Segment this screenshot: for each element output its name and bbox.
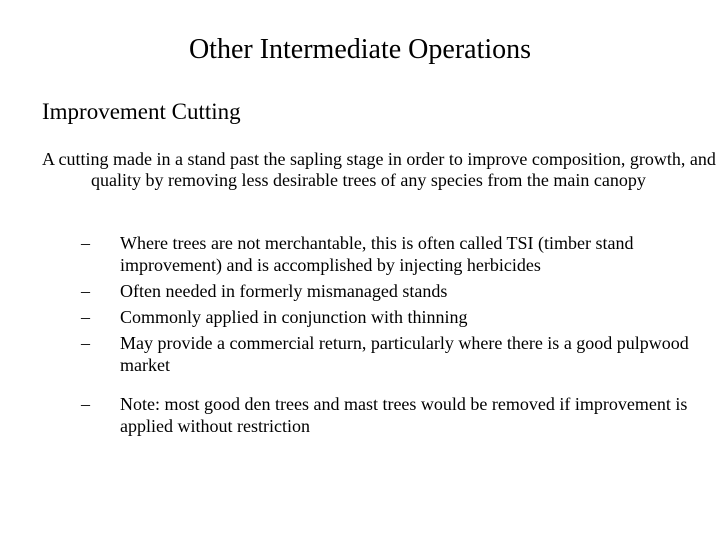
- dash-marker: –: [81, 333, 90, 353]
- dash-marker: –: [81, 394, 90, 414]
- dash-marker: –: [81, 281, 90, 301]
- dash-marker: –: [81, 233, 90, 253]
- section-heading: Improvement Cutting: [42, 99, 241, 124]
- slide-title: Other Intermediate Operations: [188, 34, 532, 65]
- bullet-item: [0, 232, 720, 276]
- bullet-item: [0, 332, 720, 376]
- bullet-text: May provide a commercial return, particularly where there is a good pulpwood market: [120, 333, 689, 375]
- bullet-list: [0, 232, 720, 441]
- bullet-item: [0, 306, 720, 328]
- bullet-text: Often needed in formerly mismanaged stands: [120, 281, 448, 301]
- definition-text: A cutting made in a stand past the sapling stage in order to improve composition, growth, and quality by removing less desirable trees of any species from the main canopy: [42, 149, 716, 190]
- bullet-item: [0, 393, 720, 437]
- dash-marker: –: [81, 307, 90, 327]
- bullet-item: [0, 280, 720, 302]
- bullet-text: Commonly applied in conjunction with thinning: [120, 307, 468, 327]
- bullet-text: Where trees are not merchantable, this is often called TSI (timber stand improvement) and is accomplished by injecting herbicides: [120, 233, 634, 275]
- bullet-text: Note: most good den trees and mast trees would be removed if improvement is applied without restriction: [120, 394, 688, 436]
